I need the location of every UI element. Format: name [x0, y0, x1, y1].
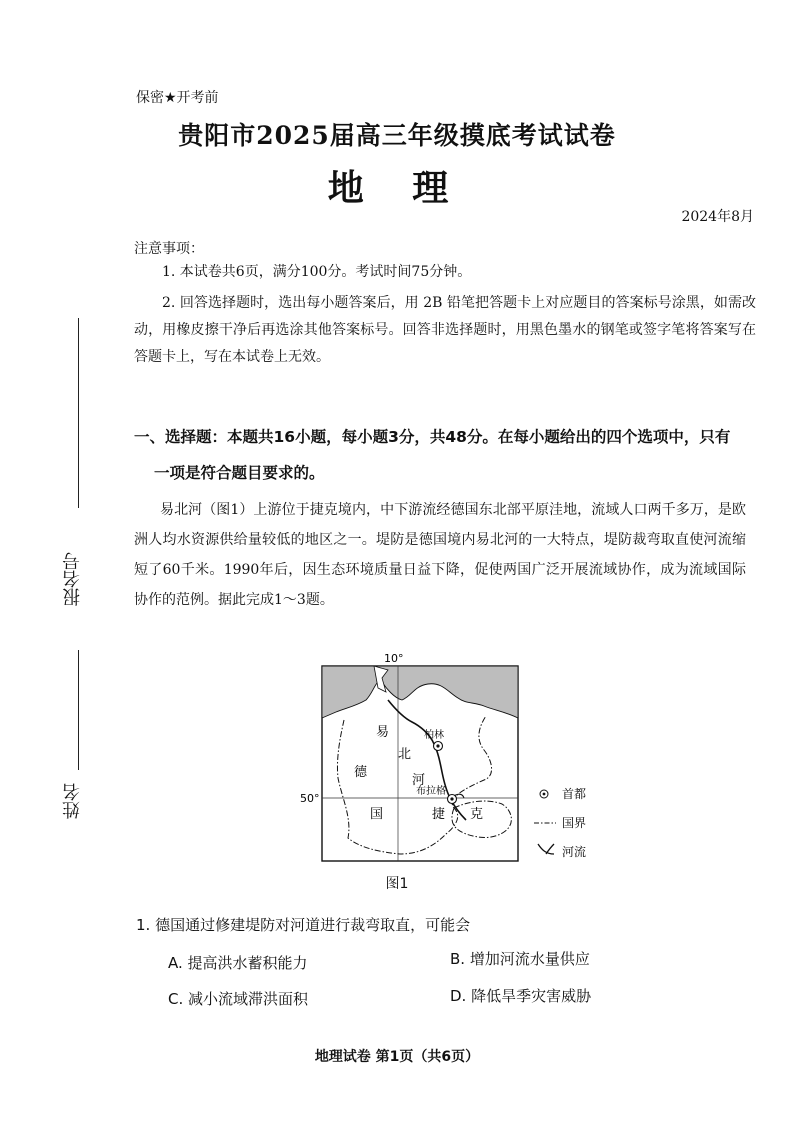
legend-river-icon — [538, 844, 554, 854]
longitude-label: 10° — [384, 652, 404, 665]
legend-border-label: 国界 — [562, 816, 587, 830]
section-heading-cont: 一项是符合题目要求的。 — [154, 464, 325, 482]
capital-dot-prague — [450, 797, 453, 800]
name-label: 姓名 — [62, 783, 83, 819]
notice-item-2: 2. 回答选择题时，选出每小题答案后，用 2B 铅笔把答题卡上对应题目的答案标号涂黑，如需改动，用橡皮擦干净后再选涂其他答案标号。回答非选择题时，用黑色墨水的钢笔或签字笔将答案写在答题卡上，写在本试卷上无效。 — [134, 295, 756, 365]
section-heading: 一、选择题：本题共16小题，每小题3分，共48分。在每小题给出的四个选项中，只有 — [134, 428, 731, 446]
country-czech-char-2: 克 — [470, 807, 484, 822]
notice-item-1: 1. 本试卷共6页，满分100分。考试时间75分钟。 — [162, 264, 472, 280]
exam-title: 贵阳市2025届高三年级摸底考试试卷 — [178, 121, 616, 150]
figure-caption: 图1 — [385, 876, 409, 892]
reading-passage: 易北河（图1）上游位于捷克境内，中下游流经德国东北部平原洼地，流域人口两千多万，是欧洲人均水资源供给量较低的地区之一。堤防是德国境内易北河的一大特点，堤防裁弯取直使河流缩短了60千米。1990年后，因生态环境质量日益下降，促使两国广泛开展流域协作，成为流域国际协作的范例。据此完成1～3题。 — [134, 502, 746, 608]
capital-dot-berlin — [436, 744, 439, 747]
question-1-stem: 1. 德国通过修建堤防对河道进行裁弯取直，可能会 — [136, 916, 471, 934]
river-char-3: 河 — [412, 773, 426, 788]
legend-capital-label: 首都 — [562, 787, 587, 801]
country-germany-char-2: 国 — [370, 807, 384, 822]
page-footer: 地理试卷 第1页（共6页） — [314, 1049, 480, 1065]
question-1-option-d: D. 降低旱季灾害威胁 — [450, 987, 592, 1005]
latitude-label: 50° — [300, 792, 320, 805]
country-germany-char-1: 德 — [354, 765, 368, 780]
question-1-option-a: A. 提高洪水蓄积能力 — [168, 954, 308, 972]
question-1-option-b: B. 增加河流水量供应 — [450, 950, 590, 968]
confidential-label: 保密★开考前 — [136, 90, 219, 106]
country-czech-char-1: 捷 — [432, 807, 446, 822]
city-prague-label: 布拉格 — [416, 786, 446, 797]
binding-line-top — [78, 318, 79, 508]
city-berlin-label: 柏林 — [424, 730, 444, 741]
legend-river-label: 河流 — [562, 845, 587, 859]
notice-heading: 注意事项： — [134, 241, 204, 257]
binding-line-mid — [78, 650, 79, 770]
legend-capital-dot — [543, 793, 546, 796]
id-number-label: 报名号 — [62, 552, 83, 606]
question-1-option-c: C. 减小流域滞洪面积 — [168, 990, 309, 1008]
exam-date: 2024年8月 — [681, 209, 754, 225]
river-char-1: 易 — [376, 725, 390, 740]
subject-title: 地 理 — [327, 168, 467, 209]
elbe-river-map — [300, 648, 616, 870]
river-char-2: 北 — [398, 747, 412, 762]
